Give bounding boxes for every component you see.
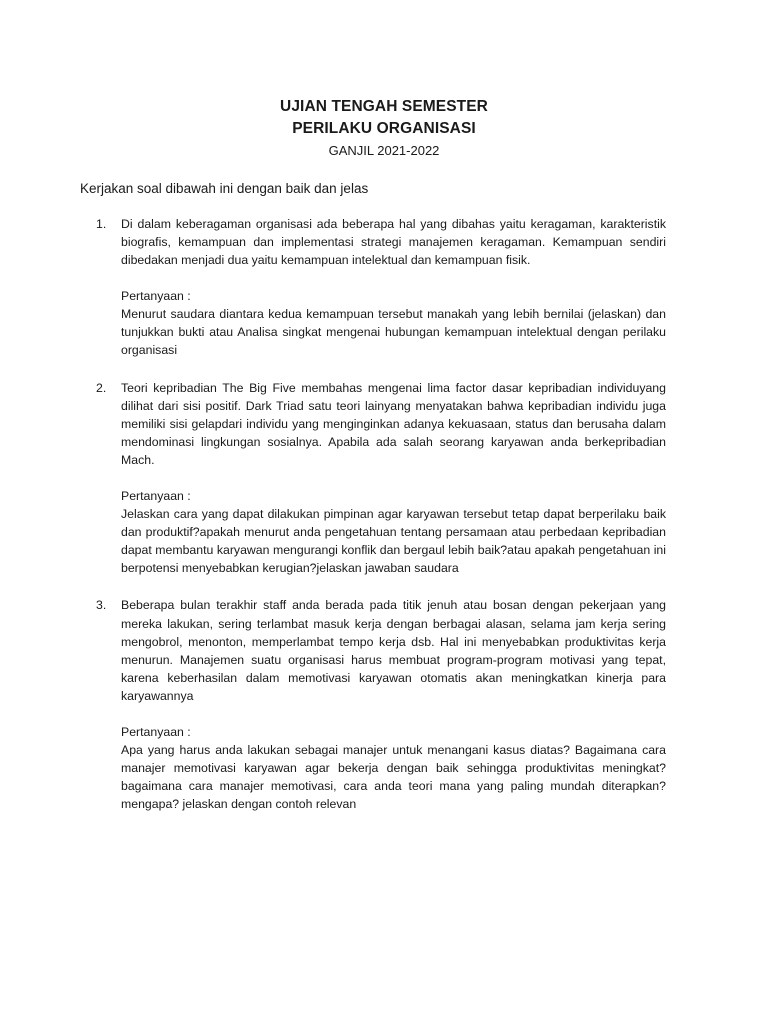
question-text: Menurut saudara diantara kedua kemampuan tersebut manakah yang lebih bernilai (jelaskan) dan tunjukkan bukti atau Analisa singkat mengenai hubungan kemampuan intelektual dengan perilaku organisasi xyxy=(121,307,666,358)
question-label: Pertanyaan : xyxy=(121,289,191,304)
document-title: UJIAN TENGAH SEMESTER xyxy=(280,98,488,115)
question-number: 1. xyxy=(96,217,107,231)
document-course-title: PERILAKU ORGANISASI xyxy=(292,120,476,137)
exam-instruction: Kerjakan soal dibawah ini dengan baik dan jelas xyxy=(80,181,369,196)
question-context: Teori kepribadian The Big Five membahas mengenai lima factor dasar kepribadian individuyang dilihat dari sisi positif. Dark Triad satu teori lainyang menyatakan bahwa kepribadian individu juga memiliki sisi gelapdari individu yang menginginkan adanya kekuasaan, status dan berusaha dalam mendominasi lingkungan sosialnya. Apabila ada salah seorang karyawan anda berkepribadian Mach. xyxy=(121,380,666,467)
question-context: Beberapa bulan terakhir staff anda berada pada titik jenuh atau bosan dengan pekerjaan yang mereka lakukan, sering terlambat masuk kerja dengan berbagai alasan, selama jam kerja sering mengobrol, menonton, memperlambat tempo kerja dsb. Hal ini menyebabkan produktivitas kerja menurun. Manajemen suatu organisasi harus membuat program-program motivasi yang tepat, karena keberhasilan dalam memotivasi karyawan otomatis akan meningkatkan kinerja para karyawannya xyxy=(121,598,666,703)
question-list xyxy=(96,215,666,832)
question-number: 2. xyxy=(96,380,107,395)
question-context: Di dalam keberagaman organisasi ada beberapa hal yang dibahas yaitu keragaman, karakteristik biografis, kemampuan dan implementasi strategi manajemen keragaman. Kemampuan sendiri dibedakan menjadi dua yaitu kemampuan intelektual dan kemampuan fisik. xyxy=(121,217,666,268)
question-text: Jelaskan cara yang dapat dilakukan pimpinan agar karyawan tersebut tetap dapat berperilaku baik dan produktif?apakah menurut anda pengetahuan tentang persamaan atau perbedaan kepribadian dapat membantu karyawan mengurangi konflik dan bergaul lebih baik?atau apakah pengetahuan ini berpotensi menyebabkan kerugian?jelaskan jawaban saudara xyxy=(121,507,666,576)
document-semester: GANJIL 2021-2022 xyxy=(328,143,440,158)
document-header xyxy=(0,96,768,160)
question-item-1 xyxy=(96,215,666,360)
question-item-2 xyxy=(96,379,666,578)
question-item-3 xyxy=(96,596,666,813)
question-number: 3. xyxy=(96,598,107,613)
question-label: Pertanyaan : xyxy=(121,724,191,739)
question-label: Pertanyaan : xyxy=(121,489,191,504)
question-text: Apa yang harus anda lakukan sebagai manajer untuk menangani kasus diatas? Bagaimana cara manajer memotivasi karyawan agar bekerja dengan baik sehingga produktivitas meningkat?bagaimana cara manajer memotivasi, cara anda teori mana yang paling mundah diterapkan?mengapa? jelaskan dengan contoh relevan xyxy=(121,742,666,812)
